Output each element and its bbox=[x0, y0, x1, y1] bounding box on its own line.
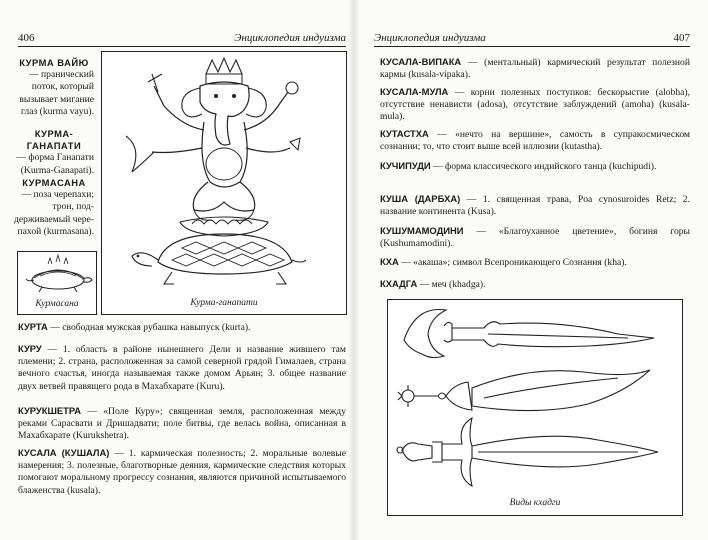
entry-headword: КУША (ДАРБХА) bbox=[380, 193, 461, 204]
entry-headword: КХА bbox=[380, 256, 399, 267]
entry-kusala bbox=[18, 447, 346, 497]
entry-headword: КУШУМАМОДИНИ bbox=[380, 225, 464, 236]
entry-kurta bbox=[18, 321, 346, 334]
entry-text: — «акаша»; символ Всепроникающего Сознания (kha). bbox=[401, 257, 627, 268]
entry-text: — форма Ганапати (Kurma-Ganapati). bbox=[16, 152, 94, 176]
entry-text: — 1. область в районе нынешнего Дели и название жившего там племени; 2. страна, расположенная за самой северной грядой Гималаев, страна вечного счастья, иногда называемая также домом Арьян; 3. общее название двух ветвей правящего рода в Махабхарате (Kuru). bbox=[18, 344, 346, 392]
entry-headword: КУСАЛА-МУЛА bbox=[380, 86, 449, 97]
entry-headword: КУСАЛА (КУШАЛА) bbox=[18, 447, 110, 458]
entry-khadga bbox=[380, 278, 690, 291]
entry-kusha bbox=[380, 193, 690, 218]
turtle-throne-drawing bbox=[18, 252, 96, 298]
left-page-number: 406 bbox=[18, 32, 35, 44]
entry-headword: КУЧИПУДИ bbox=[380, 160, 431, 171]
entry-text: — корни полезных поступков: бескорыстие (alobha), отсутствие ненависти (adosa), отсутствие заблуждений (amoha) (kusala-mula). bbox=[380, 87, 690, 123]
ganapati-on-turtle-drawing bbox=[102, 52, 346, 296]
entry-headword: КУСАЛА-ВИПАКА bbox=[380, 56, 462, 67]
right-page-number: 407 bbox=[673, 32, 690, 44]
sword-2 bbox=[398, 370, 650, 411]
entry-headword: КУРТА bbox=[18, 321, 48, 332]
kurmasana-caption: Курмасана bbox=[35, 299, 79, 309]
entry-kuru bbox=[18, 343, 346, 393]
right-running-head bbox=[374, 32, 690, 47]
entry-headword: КУРМАСАНА bbox=[22, 177, 86, 188]
entry-kurukshetra bbox=[18, 405, 346, 443]
entry-text: — поза черепахи; трон, поддерживаемый черепахой (kurmasana). bbox=[14, 189, 95, 237]
entry-headword: КУТАСТХА bbox=[380, 128, 429, 139]
entry-text: — пранический поток, который вызывает мигание глаз (kurma vayu). bbox=[19, 69, 94, 117]
entry-kurma-ganapati bbox=[14, 128, 94, 177]
entry-text: — «Поле Куру»; священная земля, расположенная между реками Сарасвати и Дришадвати; поле битвы, где велась война, описанная в Махабхарате (Kurukshetra). bbox=[18, 406, 346, 442]
entry-headword: КУРУКШЕТРА bbox=[18, 405, 82, 416]
kurma-ganapati-figure bbox=[101, 51, 347, 315]
entry-kutastha bbox=[380, 128, 690, 153]
khadga-figure bbox=[387, 299, 683, 516]
entry-kusala-vipaka bbox=[380, 56, 690, 81]
left-running-title: Энциклопедия индуизма bbox=[234, 32, 346, 44]
kurma-ganapati-caption: Курма-ганапати bbox=[190, 298, 258, 308]
entry-text: — форма классического индийского танца (kuchipudi). bbox=[433, 161, 657, 172]
entry-headword: КХАДГА bbox=[380, 278, 418, 289]
entry-text: — 1. священная трава, Poa cynosuroides Retz; 2. название континента (Kusa). bbox=[380, 194, 690, 218]
entry-kusala-mula bbox=[380, 86, 690, 124]
entry-text: — свободная мужская рубашка навыпуск (kurta). bbox=[50, 322, 251, 333]
entry-kurmasana bbox=[14, 177, 94, 238]
sword-3 bbox=[397, 418, 658, 486]
entry-kushumamodini bbox=[380, 225, 690, 250]
entry-headword: КУРМА ВАЙЮ bbox=[19, 57, 89, 68]
entry-text: — «Благоуханное цветение», богиня горы (Kushumamodini). bbox=[380, 226, 690, 250]
entry-text: — «нечто на вершине», самость в супракосмическом сознании; то, что стоит выше всей иллюзии (kutastha). bbox=[380, 129, 690, 153]
sword-1 bbox=[404, 310, 654, 358]
entry-text: — меч (khadga). bbox=[419, 279, 486, 290]
entry-text: — 1. кармическая полезность; 2. моральные волевые намерения; 3. полезные, благотворные деяния, кармические следствия которых помогают моральному прогрессу сознания, являются причиной испытываемого блаженства (kusala). bbox=[18, 448, 346, 496]
book-gutter bbox=[348, 0, 360, 540]
entry-kha bbox=[380, 256, 690, 269]
entry-headword: КУРУ bbox=[18, 343, 42, 354]
entry-kuchipudi bbox=[380, 160, 690, 173]
kurmasana-figure bbox=[17, 251, 97, 315]
swords-drawing bbox=[388, 300, 682, 496]
left-running-head bbox=[18, 32, 346, 47]
khadga-caption: Виды кхадги bbox=[509, 498, 561, 508]
entry-headword: КУРМА-ГАНАПАТИ bbox=[26, 128, 82, 152]
right-running-title: Энциклопедия индуизма bbox=[374, 32, 486, 44]
entry-kurma-vayu bbox=[14, 57, 94, 118]
entry-text: — (ментальный) кармический результат полезной кармы (kusala-vipaka). bbox=[380, 57, 690, 81]
